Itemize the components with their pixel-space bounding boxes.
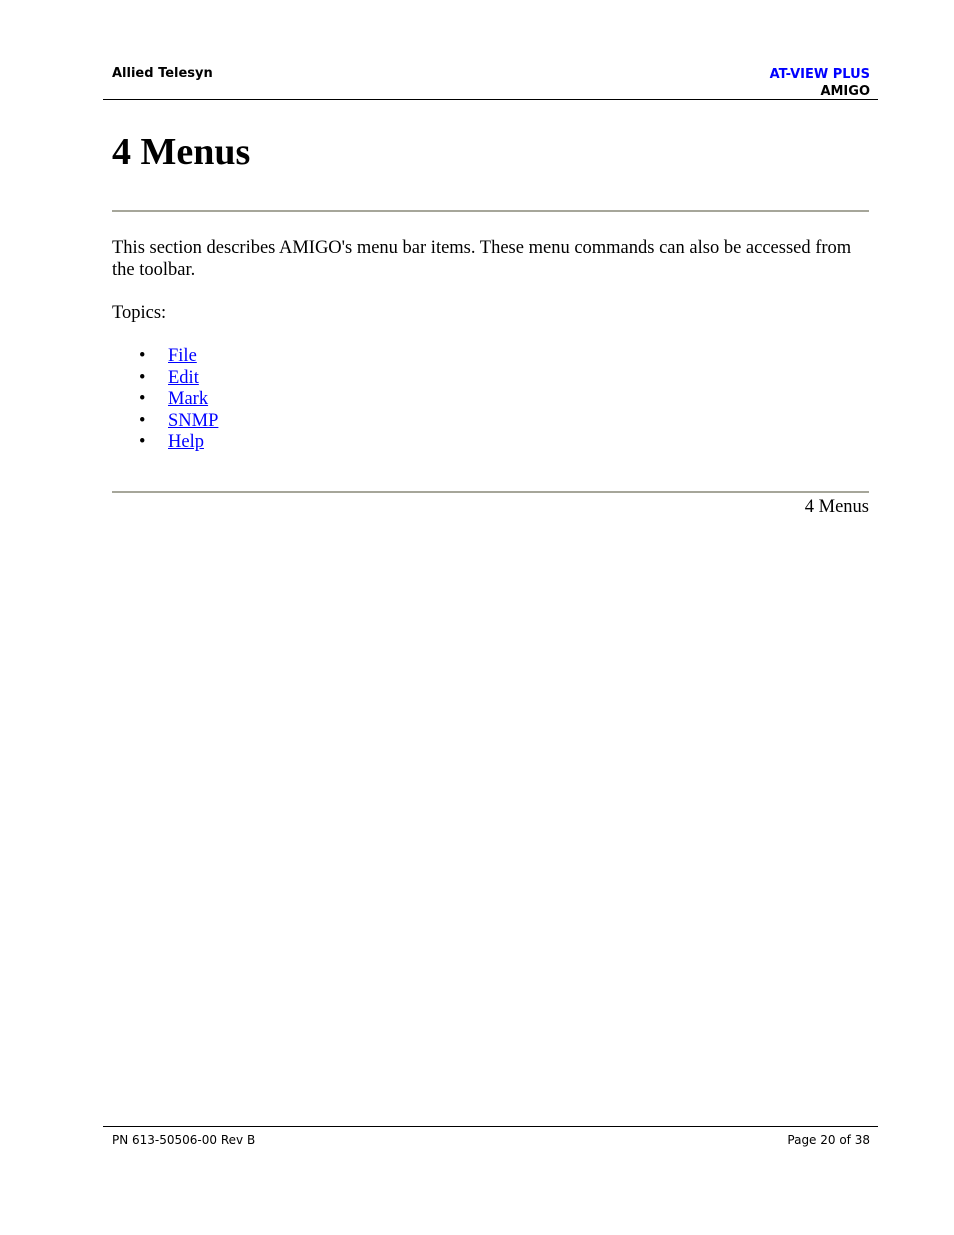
topic-link-snmp[interactable]: SNMP [168,410,219,431]
company-name: Allied Telesyn [112,66,213,81]
topic-link-help[interactable]: Help [168,432,204,453]
topics-list [112,346,218,454]
bullet-icon: • [139,346,146,366]
topic-link-file[interactable]: File [168,346,197,366]
bullet-icon: • [139,432,146,453]
topic-link-mark[interactable]: Mark [168,389,209,410]
list-item [112,432,218,454]
section-footer-label: 4 Menus [804,497,869,517]
page-header [103,64,878,100]
topics-label: Topics: [112,303,167,323]
chapter-title: 4 Menus [112,131,251,173]
bottom-divider [112,491,869,493]
page-footer [103,1126,878,1157]
list-item [112,346,218,368]
top-divider [112,210,869,212]
module-name: AMIGO [820,84,870,99]
part-number: PN 613-50506-00 Rev B [112,1133,256,1147]
topic-link-edit[interactable]: Edit [168,367,199,388]
bullet-icon: • [139,389,146,410]
product-name: AT-VIEW PLUS [769,67,870,82]
page-number: Page 20 of 38 [787,1133,870,1147]
bullet-icon: • [139,367,146,388]
header-product-block [770,66,870,100]
list-item [112,368,218,390]
intro-paragraph: This section describes AMIGO's menu bar items. These menu commands can also be accessed from the toolbar. [112,238,852,280]
list-item [112,411,218,433]
bullet-icon: • [139,410,146,431]
list-item [112,389,218,411]
